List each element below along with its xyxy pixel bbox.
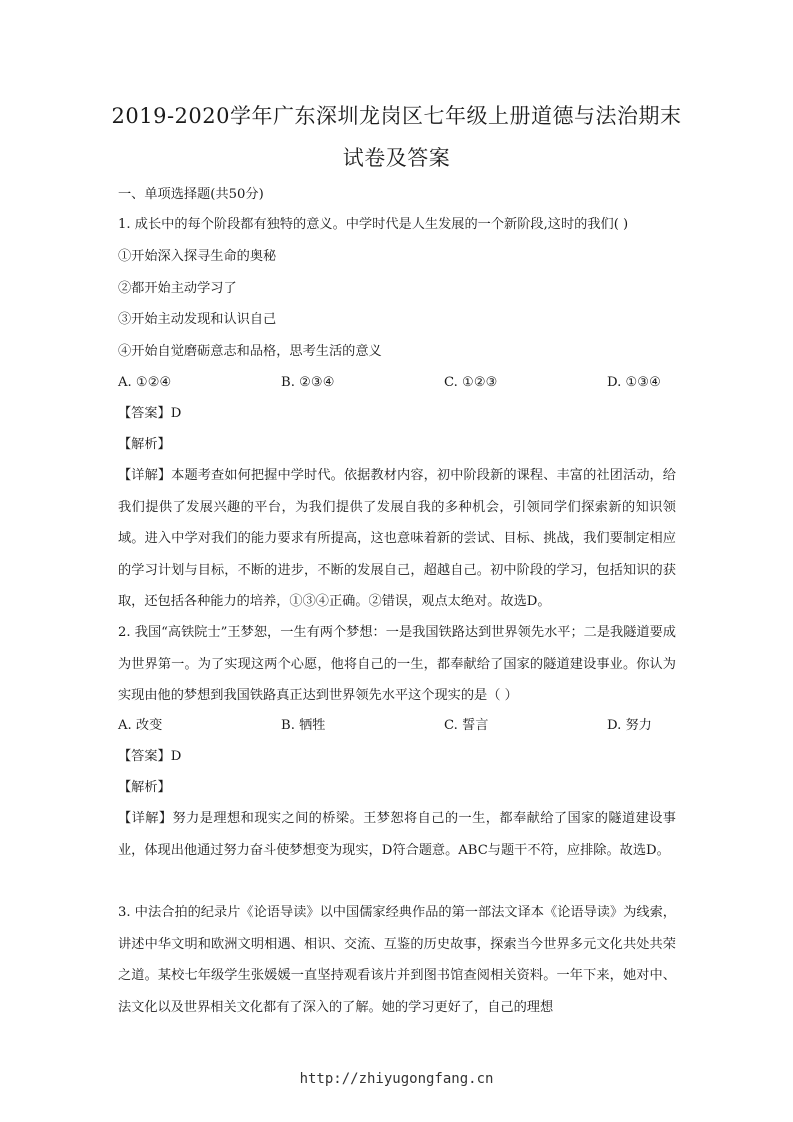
option-b: B. ②③④ <box>281 375 335 390</box>
question-3-stem: 3. 中法合拍的纪录片《论语导读》以中国儒家经典作品的第一部法文译本《论语导读》为线索，讲述中华文明和欧洲文明相遇、相识、交流、互鉴的历史故事，探索当今世界多元文化共处共荣之道。某校七年级学生张媛媛一直坚持观看该片并到图书馆查阅相关资料。一年下来，她对中、法文化以及世界相关文化都有了深入的了解。她的学习更好了，自己的理想 <box>118 905 676 1015</box>
question-2-analysis-label: 【解析】 <box>118 780 171 795</box>
question-2-options <box>118 719 678 735</box>
question-1-item-4: ④开始自觉磨砺意志和品格，思考生活的意义 <box>118 344 382 359</box>
question-1-item-2: ②都开始主动学习了 <box>118 281 237 296</box>
option-a: A. 改变 <box>118 718 163 733</box>
option-c: C. ①②③ <box>444 375 498 390</box>
question-1-item-3: ③开始主动发现和认识自己 <box>118 312 277 327</box>
document-title-line1: 2019-2020学年广东深圳龙岗区七年级上册道德与法治期末 <box>111 104 682 128</box>
option-d: D. 努力 <box>607 718 652 733</box>
option-d: D. ①③④ <box>607 375 661 390</box>
option-b: B. 牺牲 <box>281 718 326 733</box>
option-a: A. ①②④ <box>118 375 172 390</box>
question-1-options <box>118 376 678 392</box>
question-1-stem: 1. 成长中的每个阶段都有独特的意义。中学时代是人生发展的一个新阶段,这时的我们( ) <box>118 217 629 232</box>
document-title-line2: 试卷及答案 <box>342 146 451 170</box>
question-1-item-1: ①开始深入探寻生命的奥秘 <box>118 249 277 264</box>
question-1-analysis-label: 【解析】 <box>118 437 171 452</box>
question-2-stem: 2. 我国“高铁院士”王梦恕，一生有两个梦想：一是我国铁路达到世界领先水平；二是我隧道要成为世界第一。为了实现这两个心愿，他将自己的一生，都奉献给了国家的隧道建设事业。你认为实现由他的梦想到我国铁路真正达到世界领先水平这个现实的是（ ） <box>118 625 676 703</box>
footer-url: http://zhiyugongfang.cn <box>299 1071 494 1087</box>
question-2-answer: 【答案】D <box>118 749 182 764</box>
question-1-answer: 【答案】D <box>118 406 182 421</box>
question-2-detail: 【详解】努力是理想和现实之间的桥梁。王梦恕将自己的一生，都奉献给了国家的隧道建设事业，体现出他通过努力奋斗使梦想变为现实，D符合题意。ABC与题干不符，应排除。故选D。 <box>118 811 676 858</box>
section-heading: 一、单项选择题(共50分) <box>118 187 264 202</box>
question-1-detail: 【详解】本题考查如何把握中学时代。依据教材内容，初中阶段新的课程、丰富的社团活动，给我们提供了发展兴趣的平台，为我们提供了发展自我的多种机会，引领同学们探索新的知识领域。进入中学对我们的能力要求有所提高，这也意味着新的尝试、目标、挑战，我们要制定相应的学习计划与目标，不断的进步，不断的发展自己，超越自己。初中阶段的学习，包括知识的获取，还包括各种能力的培养，①③④正确。②错误，观点太绝对。故选D。 <box>118 468 676 609</box>
option-c: C. 誓言 <box>444 718 489 733</box>
